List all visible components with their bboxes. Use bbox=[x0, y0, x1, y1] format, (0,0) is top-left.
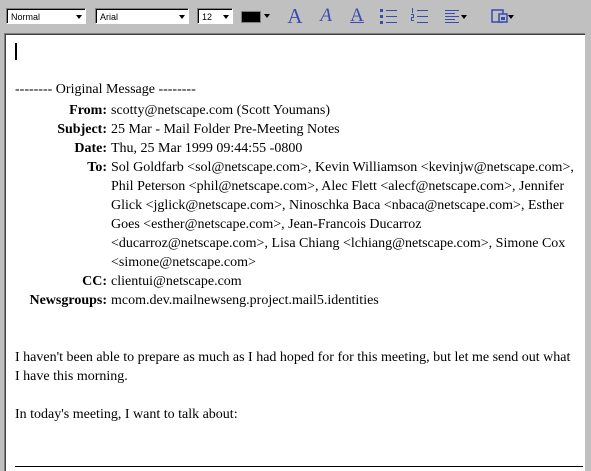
header-value: mcom.dev.mailnewseng.project.mail5.identities bbox=[111, 293, 379, 308]
header-value: clientui@netscape.com bbox=[111, 274, 242, 289]
text-color-swatch bbox=[241, 11, 261, 23]
numbered-list-icon[interactable] bbox=[407, 5, 431, 27]
align-left-icon[interactable] bbox=[441, 5, 465, 27]
paragraph-style-select[interactable] bbox=[6, 8, 86, 24]
header-row-to bbox=[15, 158, 577, 272]
header-row-subject bbox=[15, 120, 577, 139]
text-caret bbox=[15, 43, 17, 60]
original-message-header: -------- Original Message -------- bbox=[15, 82, 196, 97]
header-value: Thu, 25 Mar 1999 09:44:55 -0800 bbox=[111, 141, 303, 156]
chevron-down-icon bbox=[223, 15, 229, 19]
header-label: From: bbox=[69, 103, 107, 118]
header-value: scotty@netscape.com (Scott Youmans) bbox=[111, 103, 330, 118]
quoted-message bbox=[15, 80, 577, 424]
header-row-from bbox=[15, 101, 577, 120]
font-size-larger-icon[interactable]: A bbox=[287, 3, 303, 28]
chevron-down-icon bbox=[76, 15, 82, 19]
header-label: Subject: bbox=[57, 122, 107, 137]
header-value: Sol Goldfarb <sol@netscape.com>, Kevin Williamson <kevinjw@netscape.com>, Phil Peterson <phil@netscape.com>, Alec Flett <alecf@netscape.com>, Jennifer Glick <jglick@netscape.com>, Ninoschka Baca <nbaca@netscape.com>, Esther Goes <esther@netscape.com>, Jean-Francois Ducarroz <ducarroz@netscape.com>, Lisa Chiang <lchiang@netscape.com>, Simone Cox <simone@netscape.com> bbox=[111, 160, 574, 270]
font-size-select[interactable] bbox=[197, 8, 233, 24]
header-label: To: bbox=[87, 160, 107, 175]
header-value: 25 Mar - Mail Folder Pre-Meeting Notes bbox=[111, 122, 340, 137]
header-row-cc bbox=[15, 272, 577, 291]
header-label: Date: bbox=[74, 141, 107, 156]
chevron-down-icon bbox=[461, 15, 467, 19]
header-label: CC: bbox=[82, 274, 107, 289]
insert-object-icon[interactable] bbox=[488, 5, 512, 27]
font-name-select[interactable] bbox=[95, 8, 189, 24]
message-body-paragraph: I haven't been able to prepare as much as I had hoped for for this meeting, but let me send out what I have this morning. bbox=[15, 350, 571, 384]
format-toolbar bbox=[0, 0, 591, 33]
paragraph-style-value: Normal bbox=[11, 12, 41, 22]
message-compose-area[interactable] bbox=[4, 33, 585, 471]
header-row-date bbox=[15, 139, 577, 158]
chevron-down-icon bbox=[264, 14, 270, 18]
font-size-value: 12 bbox=[202, 12, 213, 22]
text-color-select[interactable] bbox=[240, 8, 273, 24]
header-row-newsgroups bbox=[15, 291, 577, 310]
italic-icon[interactable]: A bbox=[320, 5, 332, 26]
message-body-paragraph: In today's meeting, I want to talk about: bbox=[15, 407, 238, 422]
horizontal-rule bbox=[15, 466, 583, 467]
bullet-list-icon[interactable] bbox=[376, 5, 400, 27]
chevron-down-icon bbox=[179, 15, 185, 19]
header-label: Newsgroups: bbox=[29, 293, 107, 308]
chevron-down-icon bbox=[508, 15, 514, 19]
underline-icon[interactable]: A bbox=[350, 5, 364, 26]
font-name-value: Arial bbox=[100, 12, 119, 22]
